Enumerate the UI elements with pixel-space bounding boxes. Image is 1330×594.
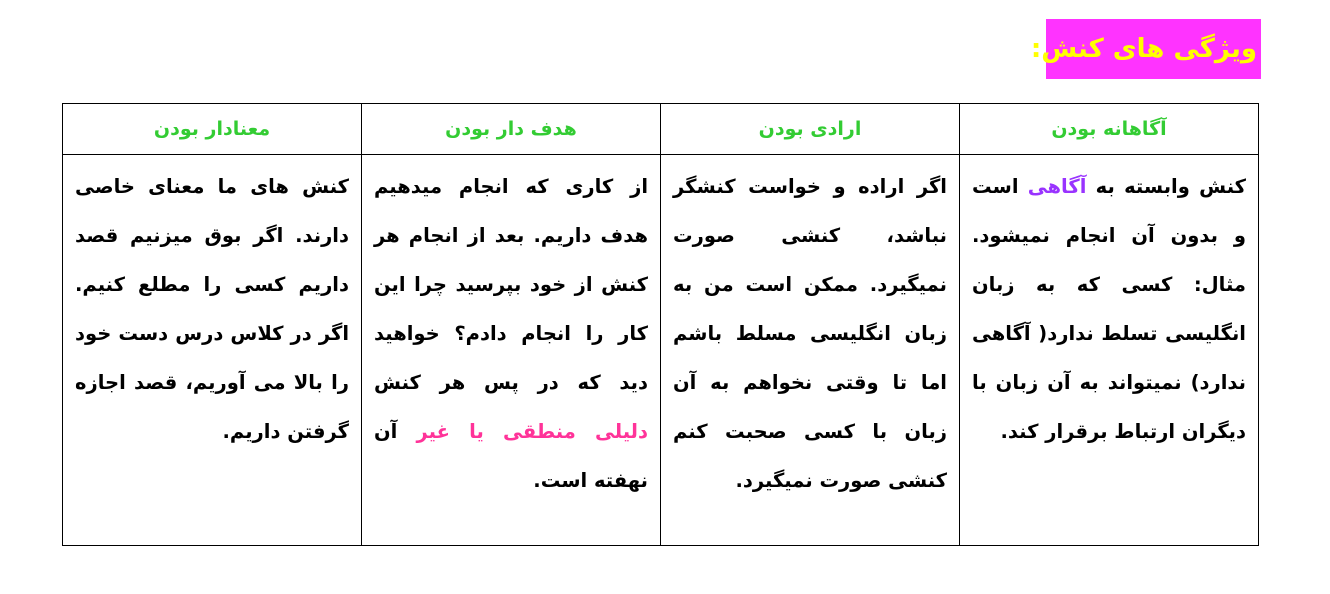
cell-meaningful-text: کنش های ما معنای خاصی دارند. اگر بوق میزنیم قصد داریم کسی را مطلع کنیم. اگر در کلاس درس دست خود را بالا می آوریم، قصد اجازه گرفتن داریم. bbox=[75, 175, 349, 443]
text-before: کنش وابسته به bbox=[1086, 175, 1246, 198]
cell-voluntary bbox=[661, 155, 960, 546]
cell-conscious bbox=[960, 155, 1259, 546]
highlight-reason: دلیلی منطقی یا غیر bbox=[416, 420, 648, 443]
features-table bbox=[62, 103, 1259, 546]
header-voluntary: ارادی بودن bbox=[661, 104, 960, 155]
header-meaningful: معنادار بودن bbox=[63, 104, 362, 155]
cell-purposeful-text bbox=[374, 162, 648, 505]
highlight-awareness: آگاهی bbox=[1027, 175, 1087, 198]
header-purposeful: هدف دار بودن bbox=[362, 104, 661, 155]
text-after: آن نهفته است. bbox=[374, 420, 648, 492]
text-after: است و بدون آن انجام نمیشود. مثال: کسی که به زبان انگلیسی تسلط ندارد( آگاهی ندارد) نمیتواند به آن زبان با دیگران ارتباط برقرار کند. bbox=[972, 175, 1246, 443]
cell-purposeful bbox=[362, 155, 661, 546]
table-body-row bbox=[63, 155, 1259, 546]
text-before: از کاری که انجام میدهیم هدف داریم. بعد از انجام هر کنش از خود بپرسید چرا این کار را انجام دادم؟ خواهید دید که در پس هر کنش bbox=[374, 175, 648, 394]
cell-conscious-text bbox=[972, 162, 1246, 456]
cell-voluntary-text: اگر اراده و خواست کنشگر نباشد، کنشی صورت نمیگیرد. ممکن است من به زبان انگلیسی مسلط باشم اما تا وقتی نخواهم به آن زبان با کسی صحبت کنم کنشی صورت نمیگیرد. bbox=[673, 175, 947, 492]
table-header-row bbox=[63, 104, 1259, 155]
cell-meaningful bbox=[63, 155, 362, 546]
page-title: ویژگی های کنش: bbox=[1046, 19, 1261, 79]
header-conscious: آگاهانه بودن bbox=[960, 104, 1259, 155]
